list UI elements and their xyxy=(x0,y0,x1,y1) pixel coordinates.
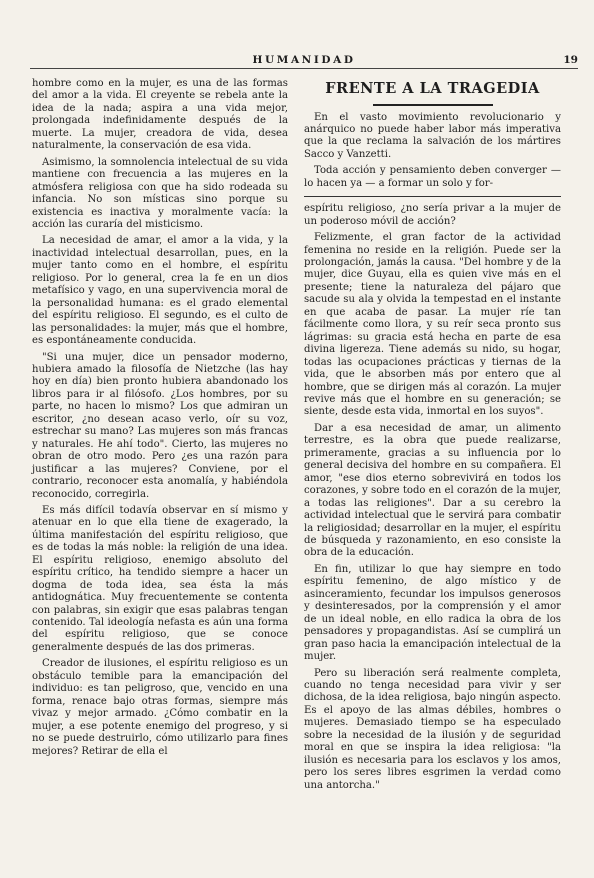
left-column xyxy=(32,78,288,758)
paragraph: En fin, utilizar lo que hay siempre en todo espíritu femenino, de algo místico y de asinceramiento, fecundar los impulsos generosos y desinteresados, por la comprensión y el amor de un ideal noble, en ello radica la obra de los pensadores y propagandistas. Así se cumplirá un gran paso hacia la emancipación intelectual de la mujer. xyxy=(304,563,561,663)
paragraph: Pero su liberación será realmente completa, cuando no tenga necesidad para vivir y ser dichosa, de la idea religiosa, bajo ningún aspecto. Es el apoyo de las almas débiles, hombres o mujeres. Demasiado tiempo se ha especulado sobre la necesidad de la ilusión y de seguridad moral en que se inspira la idea religiosa: "la ilusión es necesaria para los esclavos y los amos, pero los seres libres esgrimen la verdad como una antorcha." xyxy=(304,667,561,791)
right-column xyxy=(304,80,561,792)
paragraph: Asimismo, la somnolencia intelectual de su vida mantiene con frecuencia a las mujeres en la atmósfera religiosa con que ha sido rodeada su infancia. No son místicas sino porque su existencia es inactiva y moralmente vacía: la acción las curaría del misticismo. xyxy=(32,156,288,230)
paragraph: La necesidad de amar, el amor a la vida, y la inactividad intelectual desarrollan, pues, en la mujer tanto como en el hombre, el espíritu religioso. Por lo general, crea la fe en un dios metafísico y vago, en una supervivencia moral de la personalidad humana: es el grado elemental del espíritu religioso. El segundo, es el culto de las personalidades: la mujer, más que el hombre, es espontáneamente conducida. xyxy=(32,235,288,347)
title-rule xyxy=(373,104,493,106)
paragraph: Felizmente, el gran factor de la actividad femenina no reside en la religión. Puede ser la prolongación, jamás la causa. "Del hombre y de la mujer, dice Guyau, ella es quien vive más en el presente; tiene la naturaleza del pájaro que sacude su ala y olvida la tempestad en el instante en que acaba de pasar. La mujer ríe tan fácilmente como llora, y su reír seca pronto sus lágrimas: su gracia está hecha en parte de esa divina ligereza. Tiene además su nido, su hogar, todas las ocupaciones prácticas y tiernas de la vida, que le absorben más por entero que al hombre, que se dirigen más al corazón. La mujer revive más que el hombre en su generación; se siente, desde esta vida, inmortal en los suyos". xyxy=(304,232,561,418)
intro-paragraph: En el vasto movimiento revolucionario y anárquico no puede haber labor más imperativa que la que reclama la salvación de los mártires Sacco y Vanzetti. xyxy=(304,111,561,160)
section-rule xyxy=(304,196,561,197)
paragraph: Es más difícil todavía observar en sí mismo y atenuar en lo que ella tiene de exagerado, la última manifestación del espíritu religioso, que es de todas la más noble: la religión de una idea. El espíritu religioso, enemigo absoluto del espíritu crítico, ha tendido siempre a hacer un dogma de toda idea, sea ésta la más antidognática. Muy frecuentemente se contenta con palabras, sin exigir que esas palabras tengan contenido. Tal ideología nefasta es aún una forma del espíritu religioso, que se conoce generalmente después de las dos primeras. xyxy=(32,504,288,653)
running-title: HUMANIDAD xyxy=(252,54,356,66)
paragraph: Creador de ilusiones, el espíritu religioso es un obstáculo temible para la emancipación del individuo: es tan peligroso, que, vencido en una forma, renace bajo otras formas, siempre más vivaz y mejor armado. ¿Cómo combatir en la mujer, a ese potente enemigo del progreso, y si no se puede destruirlo, cómo utilizarlo para fines mejores? Retirar de ella el xyxy=(32,658,288,757)
paragraph: "Si una mujer, dice un pensador moderno, hubiera amado la filosofía de Nietzche (las hay hoy en día) bien pronto hubiera abandonado los libros para ir al filósofo. ¿Los hombres, por su parte, no hacen lo mismo? Los que admiran un escritor, ¿no desean acaso verlo, oír su voz, estrechar su mano? Las mujeres son más francas y naturales. He ahí todo". Cierto, las mujeres no obran de otro modo. Pero ¿es una razón para justificar a las mujeres? Conviene, por el contrario, reconocer esta anomalía, y habiéndola reconocido, corregirla. xyxy=(32,351,288,500)
paragraph: Dar a esa necesidad de amar, un alimento terrestre, es la obra que puede realizarse, primeramente, gracias a su influencia por lo general decisiva del hombre en su compañera. El amor, "ese dios eterno sobrevivirá en todos los corazones, y sobre todo en el corazón de la mujer, a todas las religiones". Dar a su cerebro la actividad intelectual que le servirá para combatir la religiosidad; desarrollar en la mujer, el espíritu de búsqueda y razonamiento, en eso consiste la obra de la educación. xyxy=(304,422,561,559)
header-rule xyxy=(30,68,578,69)
paragraph: espíritu religioso, ¿no sería privar a la mujer de un poderoso móvil de acción? xyxy=(304,203,561,227)
page-number: 19 xyxy=(563,54,578,66)
article-title: FRENTE A LA TRAGEDIA xyxy=(325,80,540,97)
intro-paragraph: Toda acción y pensamiento deben converger — lo hacen ya — a formar un solo y for- xyxy=(304,165,561,189)
paragraph: hombre como en la mujer, es una de las formas del amor a la vida. El creyente se rebela ante la idea de la nada; aspira a una vida mejor, prolongada indefinidamente después de la muerte. La mujer, creadora de vida, desea naturalmente, la conservación de esa vida. xyxy=(32,78,288,152)
